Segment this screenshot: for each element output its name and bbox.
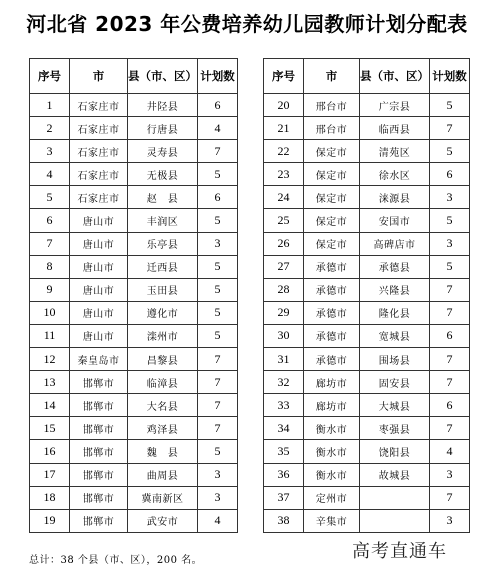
row-plan: 7 xyxy=(198,348,238,371)
row-plan: 3 xyxy=(198,463,238,486)
row-county xyxy=(360,509,430,532)
row-seq: 37 xyxy=(264,486,304,509)
row-city: 承德市 xyxy=(304,301,360,324)
row-seq: 20 xyxy=(264,94,304,117)
row-county: 高碑店市 xyxy=(360,232,430,255)
row-county: 曲周县 xyxy=(128,463,198,486)
row-seq: 19 xyxy=(30,509,70,532)
row-plan: 6 xyxy=(430,163,470,186)
row-county: 行唐县 xyxy=(128,117,198,140)
row-plan: 4 xyxy=(430,440,470,463)
row-plan: 7 xyxy=(198,417,238,440)
row-plan: 4 xyxy=(198,509,238,532)
row-city: 唐山市 xyxy=(70,209,128,232)
row-county: 大城县 xyxy=(360,394,430,417)
row-county: 临漳县 xyxy=(128,371,198,394)
row-county: 丰润区 xyxy=(128,209,198,232)
row-seq: 21 xyxy=(264,117,304,140)
row-county: 迁西县 xyxy=(128,255,198,278)
row-seq: 33 xyxy=(264,394,304,417)
row-city: 邯郸市 xyxy=(70,440,128,463)
row-city: 定州市 xyxy=(304,486,360,509)
row-plan: 5 xyxy=(198,209,238,232)
table-row xyxy=(264,94,470,117)
row-plan: 6 xyxy=(198,94,238,117)
row-city: 邢台市 xyxy=(304,117,360,140)
row-county: 井陉县 xyxy=(128,94,198,117)
row-seq: 15 xyxy=(30,417,70,440)
row-plan: 7 xyxy=(198,394,238,417)
table-row xyxy=(264,486,470,509)
row-city: 邢台市 xyxy=(304,94,360,117)
row-city: 保定市 xyxy=(304,209,360,232)
table-row xyxy=(30,209,238,232)
row-plan: 3 xyxy=(430,509,470,532)
table-row xyxy=(30,232,238,255)
row-seq: 28 xyxy=(264,278,304,301)
row-plan: 7 xyxy=(430,117,470,140)
row-seq: 9 xyxy=(30,278,70,301)
table-row xyxy=(264,301,470,324)
row-plan: 7 xyxy=(198,371,238,394)
row-plan: 5 xyxy=(198,278,238,301)
row-seq: 3 xyxy=(30,140,70,163)
page-title: 河北省 2023 年公费培养幼儿园教师计划分配表 xyxy=(26,12,468,36)
table-row xyxy=(264,371,470,394)
row-city: 承德市 xyxy=(304,255,360,278)
row-city: 石家庄市 xyxy=(70,186,128,209)
allocation-table-right xyxy=(263,58,470,533)
header-city: 市 xyxy=(304,59,360,94)
row-seq: 22 xyxy=(264,140,304,163)
table-row xyxy=(30,394,238,417)
row-seq: 1 xyxy=(30,94,70,117)
row-county: 赵 县 xyxy=(128,186,198,209)
row-county: 武安市 xyxy=(128,509,198,532)
table-header-row xyxy=(30,59,238,94)
row-city: 承德市 xyxy=(304,324,360,347)
row-city: 石家庄市 xyxy=(70,140,128,163)
table-row xyxy=(30,255,238,278)
row-seq: 10 xyxy=(30,301,70,324)
row-city: 衡水市 xyxy=(304,463,360,486)
row-seq: 12 xyxy=(30,348,70,371)
row-city: 石家庄市 xyxy=(70,117,128,140)
row-plan: 4 xyxy=(198,117,238,140)
row-seq: 11 xyxy=(30,324,70,347)
table-row xyxy=(30,163,238,186)
row-seq: 13 xyxy=(30,371,70,394)
row-city: 邯郸市 xyxy=(70,371,128,394)
header-seq: 序号 xyxy=(30,59,70,94)
row-city: 唐山市 xyxy=(70,324,128,347)
row-county: 大名县 xyxy=(128,394,198,417)
watermark-text: 高考直通车 xyxy=(352,541,447,562)
table-row xyxy=(30,117,238,140)
row-county: 灵寿县 xyxy=(128,140,198,163)
row-city: 唐山市 xyxy=(70,232,128,255)
table-row xyxy=(264,140,470,163)
row-plan: 7 xyxy=(198,140,238,163)
row-city: 秦皇岛市 xyxy=(70,348,128,371)
row-plan: 7 xyxy=(430,278,470,301)
row-city: 保定市 xyxy=(304,186,360,209)
row-county: 清苑区 xyxy=(360,140,430,163)
table-row xyxy=(264,278,470,301)
row-city: 邯郸市 xyxy=(70,417,128,440)
table-row xyxy=(30,278,238,301)
row-seq: 2 xyxy=(30,117,70,140)
table-row xyxy=(264,394,470,417)
row-county: 安国市 xyxy=(360,209,430,232)
table-row xyxy=(30,324,238,347)
table-row xyxy=(30,94,238,117)
row-plan: 5 xyxy=(430,94,470,117)
row-county: 承德县 xyxy=(360,255,430,278)
row-county: 冀南新区 xyxy=(128,486,198,509)
row-county: 乐亭县 xyxy=(128,232,198,255)
row-seq: 24 xyxy=(264,186,304,209)
row-plan: 5 xyxy=(198,324,238,347)
row-county: 饶阳县 xyxy=(360,440,430,463)
row-plan: 5 xyxy=(198,440,238,463)
row-seq: 7 xyxy=(30,232,70,255)
row-plan: 5 xyxy=(198,255,238,278)
table-row xyxy=(30,140,238,163)
row-county: 围场县 xyxy=(360,348,430,371)
row-county: 枣强县 xyxy=(360,417,430,440)
row-seq: 26 xyxy=(264,232,304,255)
row-plan: 7 xyxy=(430,371,470,394)
row-city: 邯郸市 xyxy=(70,509,128,532)
row-plan: 3 xyxy=(430,232,470,255)
table-row xyxy=(264,348,470,371)
table-row xyxy=(30,417,238,440)
table-row xyxy=(30,301,238,324)
row-county: 涞源县 xyxy=(360,186,430,209)
allocation-table-left xyxy=(29,58,238,533)
row-plan: 5 xyxy=(198,301,238,324)
table-row xyxy=(264,509,470,532)
row-city: 辛集市 xyxy=(304,509,360,532)
header-plan: 计划数 xyxy=(430,59,470,94)
row-county: 魏 县 xyxy=(128,440,198,463)
row-county: 兴隆县 xyxy=(360,278,430,301)
row-plan: 7 xyxy=(430,486,470,509)
row-county: 隆化县 xyxy=(360,301,430,324)
row-seq: 30 xyxy=(264,324,304,347)
table-row xyxy=(264,232,470,255)
row-seq: 29 xyxy=(264,301,304,324)
row-city: 石家庄市 xyxy=(70,163,128,186)
row-plan: 6 xyxy=(198,186,238,209)
row-county: 宽城县 xyxy=(360,324,430,347)
table-row xyxy=(30,463,238,486)
row-county: 滦州市 xyxy=(128,324,198,347)
row-city: 保定市 xyxy=(304,163,360,186)
row-plan: 7 xyxy=(430,348,470,371)
row-plan: 6 xyxy=(430,324,470,347)
row-county: 昌黎县 xyxy=(128,348,198,371)
row-plan: 3 xyxy=(430,186,470,209)
row-plan: 5 xyxy=(430,140,470,163)
row-county: 固安县 xyxy=(360,371,430,394)
row-seq: 18 xyxy=(30,486,70,509)
header-county: 县（市、区） xyxy=(128,59,198,94)
table-row xyxy=(264,117,470,140)
row-city: 唐山市 xyxy=(70,278,128,301)
table-row xyxy=(264,440,470,463)
row-county: 遵化市 xyxy=(128,301,198,324)
row-seq: 4 xyxy=(30,163,70,186)
row-city: 石家庄市 xyxy=(70,94,128,117)
row-county: 临西县 xyxy=(360,117,430,140)
header-county: 县（市、区） xyxy=(360,59,430,94)
row-plan: 6 xyxy=(430,394,470,417)
row-seq: 32 xyxy=(264,371,304,394)
row-county: 徐水区 xyxy=(360,163,430,186)
row-plan: 3 xyxy=(198,486,238,509)
table-row xyxy=(264,186,470,209)
row-seq: 27 xyxy=(264,255,304,278)
table-row xyxy=(30,371,238,394)
row-seq: 5 xyxy=(30,186,70,209)
table-row xyxy=(264,255,470,278)
table-row xyxy=(30,440,238,463)
row-seq: 31 xyxy=(264,348,304,371)
row-city: 承德市 xyxy=(304,348,360,371)
row-seq: 17 xyxy=(30,463,70,486)
row-city: 廊坊市 xyxy=(304,394,360,417)
table-row xyxy=(30,348,238,371)
row-plan: 5 xyxy=(198,163,238,186)
row-city: 唐山市 xyxy=(70,301,128,324)
row-city: 邯郸市 xyxy=(70,463,128,486)
row-seq: 23 xyxy=(264,163,304,186)
row-plan: 7 xyxy=(430,301,470,324)
row-seq: 38 xyxy=(264,509,304,532)
table-row xyxy=(264,324,470,347)
row-plan: 5 xyxy=(430,209,470,232)
row-city: 邯郸市 xyxy=(70,394,128,417)
row-seq: 36 xyxy=(264,463,304,486)
total-footnote: 总计：38 个县（市、区），200 名。 xyxy=(29,555,203,566)
row-city: 衡水市 xyxy=(304,440,360,463)
row-county: 玉田县 xyxy=(128,278,198,301)
row-plan: 3 xyxy=(430,463,470,486)
table-row xyxy=(264,163,470,186)
row-plan: 5 xyxy=(430,255,470,278)
row-city: 邯郸市 xyxy=(70,486,128,509)
row-seq: 25 xyxy=(264,209,304,232)
row-county: 故城县 xyxy=(360,463,430,486)
row-county: 无极县 xyxy=(128,163,198,186)
row-city: 保定市 xyxy=(304,140,360,163)
row-city: 廊坊市 xyxy=(304,371,360,394)
table-row xyxy=(264,209,470,232)
row-city: 保定市 xyxy=(304,232,360,255)
table-row xyxy=(30,186,238,209)
row-plan: 7 xyxy=(430,417,470,440)
row-seq: 6 xyxy=(30,209,70,232)
row-seq: 16 xyxy=(30,440,70,463)
row-seq: 8 xyxy=(30,255,70,278)
table-row xyxy=(264,417,470,440)
header-city: 市 xyxy=(70,59,128,94)
table-header-row xyxy=(264,59,470,94)
table-row xyxy=(30,486,238,509)
row-county: 广宗县 xyxy=(360,94,430,117)
table-row xyxy=(30,509,238,532)
row-city: 衡水市 xyxy=(304,417,360,440)
table-row xyxy=(264,463,470,486)
row-plan: 3 xyxy=(198,232,238,255)
row-city: 唐山市 xyxy=(70,255,128,278)
row-seq: 34 xyxy=(264,417,304,440)
row-county: 鸡泽县 xyxy=(128,417,198,440)
header-plan: 计划数 xyxy=(198,59,238,94)
header-seq: 序号 xyxy=(264,59,304,94)
row-seq: 35 xyxy=(264,440,304,463)
row-city: 承德市 xyxy=(304,278,360,301)
row-seq: 14 xyxy=(30,394,70,417)
row-county xyxy=(360,486,430,509)
